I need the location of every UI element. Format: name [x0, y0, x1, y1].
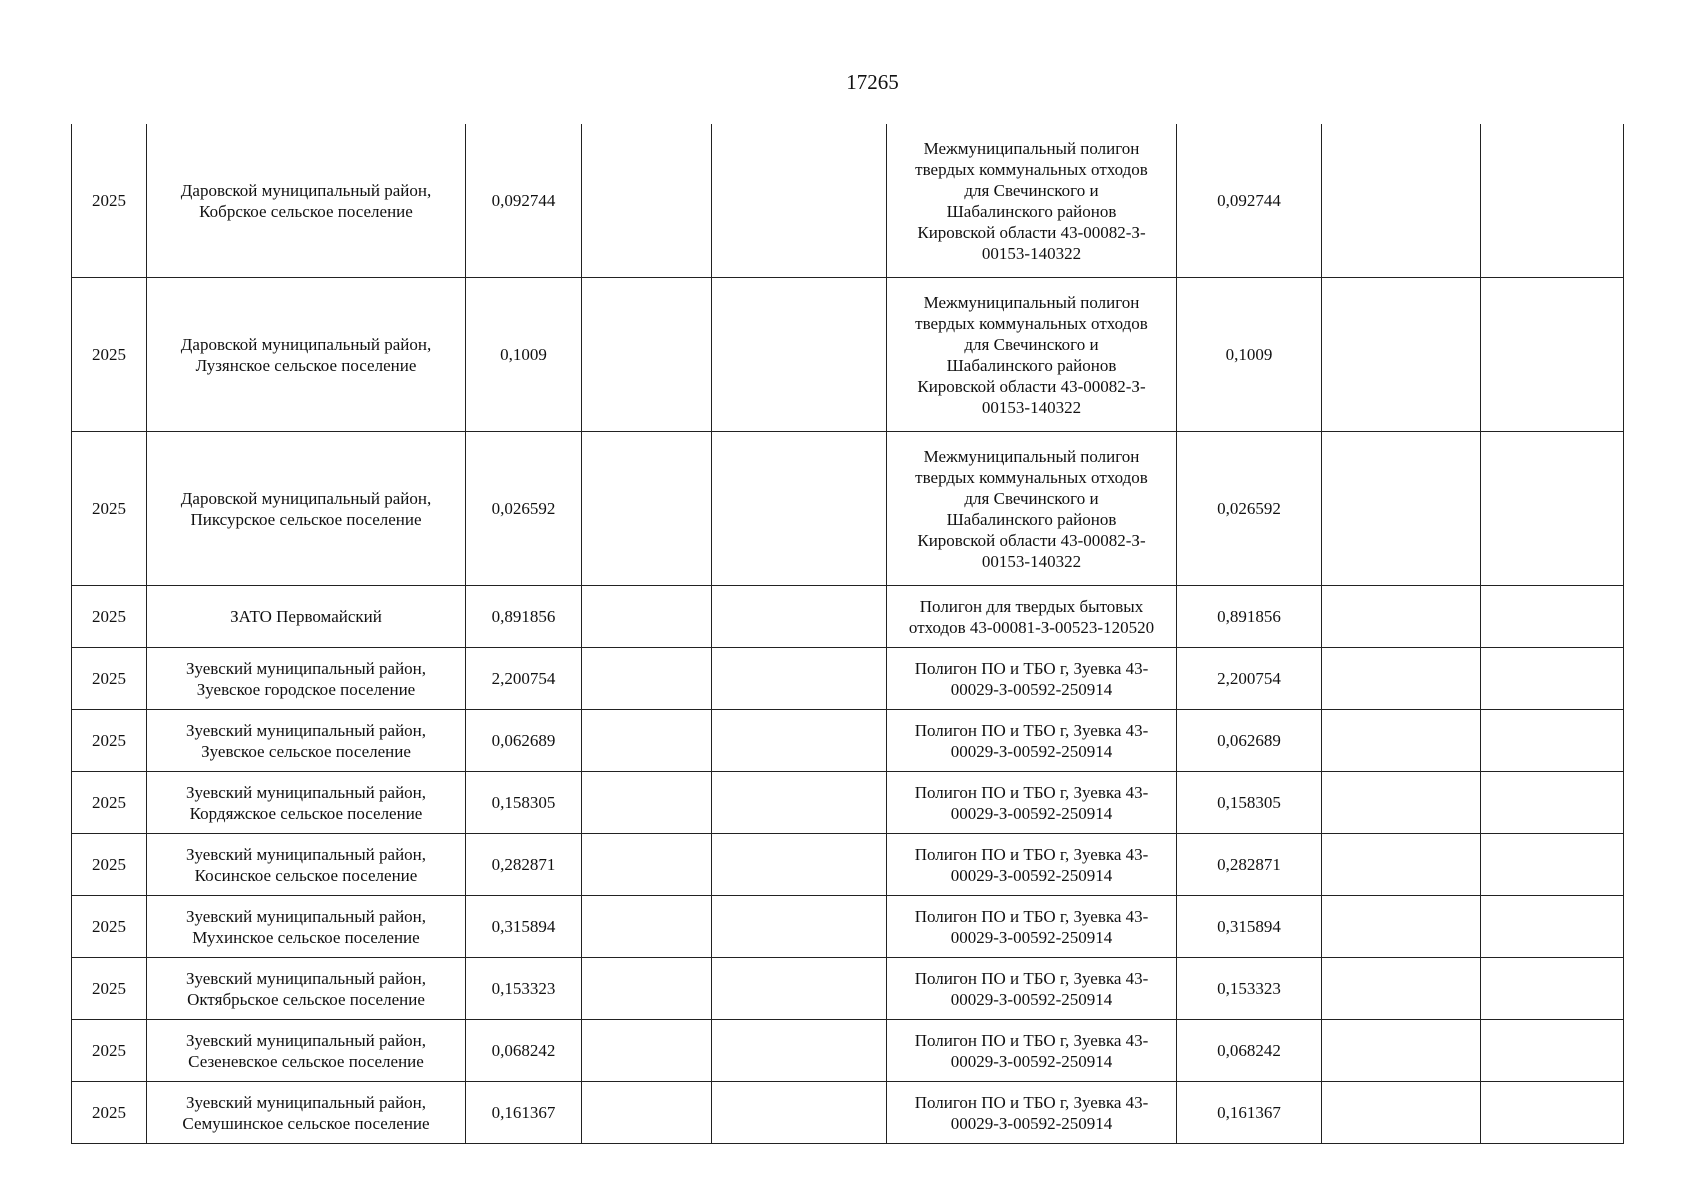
empty-cell: [1322, 958, 1481, 1020]
facility-amount-cell: 0,282871: [1177, 834, 1322, 896]
facility-amount-cell: 0,153323: [1177, 958, 1322, 1020]
territory-cell: Даровской муниципальный район, Кобрское сельское поселение: [147, 124, 466, 278]
empty-cell: [582, 834, 712, 896]
amount-cell: 0,026592: [466, 432, 582, 586]
year-cell: 2025: [72, 648, 147, 710]
table-row: [72, 278, 1624, 432]
table-row: [72, 586, 1624, 648]
year-cell: 2025: [72, 896, 147, 958]
empty-cell: [582, 958, 712, 1020]
facility-amount-cell: 0,068242: [1177, 1020, 1322, 1082]
year-cell: 2025: [72, 958, 147, 1020]
empty-cell: [712, 432, 887, 586]
empty-cell: [1322, 710, 1481, 772]
table-row: [72, 432, 1624, 586]
facility-cell: Полигон ПО и ТБО г, Зуевка 43- 00029-З-00592-250914: [887, 772, 1177, 834]
year-cell: 2025: [72, 432, 147, 586]
empty-cell: [1481, 586, 1624, 648]
empty-cell: [582, 772, 712, 834]
empty-cell: [582, 586, 712, 648]
empty-cell: [1481, 1020, 1624, 1082]
empty-cell: [1322, 896, 1481, 958]
territory-cell: Даровской муниципальный район, Лузянское сельское поселение: [147, 278, 466, 432]
amount-cell: 0,068242: [466, 1020, 582, 1082]
territory-cell: ЗАТО Первомайский: [147, 586, 466, 648]
empty-cell: [712, 772, 887, 834]
year-cell: 2025: [72, 1082, 147, 1144]
year-cell: 2025: [72, 586, 147, 648]
facility-amount-cell: 0,315894: [1177, 896, 1322, 958]
territory-cell: Зуевский муниципальный район, Косинское сельское поселение: [147, 834, 466, 896]
empty-cell: [712, 1082, 887, 1144]
year-cell: 2025: [72, 710, 147, 772]
empty-cell: [582, 278, 712, 432]
empty-cell: [1322, 772, 1481, 834]
table-row: [72, 710, 1624, 772]
empty-cell: [712, 648, 887, 710]
territory-cell: Зуевский муниципальный район, Мухинское сельское поселение: [147, 896, 466, 958]
facility-amount-cell: 2,200754: [1177, 648, 1322, 710]
facility-cell: Полигон ПО и ТБО г, Зуевка 43- 00029-З-00592-250914: [887, 1082, 1177, 1144]
empty-cell: [1481, 710, 1624, 772]
empty-cell: [1481, 1082, 1624, 1144]
year-cell: 2025: [72, 1020, 147, 1082]
facility-amount-cell: 0,891856: [1177, 586, 1322, 648]
territory-cell: Зуевский муниципальный район, Октябрьское сельское поселение: [147, 958, 466, 1020]
table-row: [72, 958, 1624, 1020]
page-number: 17265: [846, 70, 899, 94]
amount-cell: 0,092744: [466, 124, 582, 278]
waste-volume-table: [71, 124, 1624, 1144]
year-cell: 2025: [72, 278, 147, 432]
table-row: [72, 124, 1624, 278]
empty-cell: [582, 432, 712, 586]
amount-cell: 0,891856: [466, 586, 582, 648]
facility-cell: Полигон ПО и ТБО г, Зуевка 43- 00029-З-00592-250914: [887, 834, 1177, 896]
year-cell: 2025: [72, 124, 147, 278]
empty-cell: [1481, 896, 1624, 958]
facility-amount-cell: 0,062689: [1177, 710, 1322, 772]
year-cell: 2025: [72, 834, 147, 896]
facility-cell: Межмуниципальный полигон твердых коммунальных отходов для Свечинского и Шабалинского районов Кировской области 43-00082-З- 00153-140322: [887, 278, 1177, 432]
facility-amount-cell: 0,1009: [1177, 278, 1322, 432]
facility-cell: Полигон ПО и ТБО г, Зуевка 43- 00029-З-00592-250914: [887, 958, 1177, 1020]
empty-cell: [582, 124, 712, 278]
empty-cell: [712, 834, 887, 896]
amount-cell: 2,200754: [466, 648, 582, 710]
empty-cell: [1481, 278, 1624, 432]
empty-cell: [1481, 772, 1624, 834]
empty-cell: [712, 710, 887, 772]
empty-cell: [1481, 834, 1624, 896]
facility-cell: Полигон для твердых бытовых отходов 43-00081-З-00523-120520: [887, 586, 1177, 648]
table-row: [72, 772, 1624, 834]
empty-cell: [1322, 124, 1481, 278]
amount-cell: 0,1009: [466, 278, 582, 432]
amount-cell: 0,062689: [466, 710, 582, 772]
empty-cell: [1322, 648, 1481, 710]
facility-cell: Полигон ПО и ТБО г, Зуевка 43- 00029-З-00592-250914: [887, 896, 1177, 958]
empty-cell: [1322, 586, 1481, 648]
empty-cell: [712, 1020, 887, 1082]
empty-cell: [1481, 124, 1624, 278]
empty-cell: [1481, 648, 1624, 710]
empty-cell: [1322, 1082, 1481, 1144]
empty-cell: [712, 278, 887, 432]
empty-cell: [1322, 834, 1481, 896]
amount-cell: 0,153323: [466, 958, 582, 1020]
amount-cell: 0,282871: [466, 834, 582, 896]
amount-cell: 0,158305: [466, 772, 582, 834]
amount-cell: 0,161367: [466, 1082, 582, 1144]
territory-cell: Даровской муниципальный район, Пиксурское сельское поселение: [147, 432, 466, 586]
empty-cell: [1481, 958, 1624, 1020]
facility-cell: Межмуниципальный полигон твердых коммунальных отходов для Свечинского и Шабалинского районов Кировской области 43-00082-З- 00153-140322: [887, 432, 1177, 586]
facility-amount-cell: 0,161367: [1177, 1082, 1322, 1144]
amount-cell: 0,315894: [466, 896, 582, 958]
facility-cell: Полигон ПО и ТБО г, Зуевка 43- 00029-З-00592-250914: [887, 710, 1177, 772]
territory-cell: Зуевский муниципальный район, Семушинское сельское поселение: [147, 1082, 466, 1144]
empty-cell: [1322, 278, 1481, 432]
empty-cell: [582, 1020, 712, 1082]
territory-cell: Зуевский муниципальный район, Зуевское сельское поселение: [147, 710, 466, 772]
empty-cell: [582, 896, 712, 958]
empty-cell: [582, 1082, 712, 1144]
facility-amount-cell: 0,026592: [1177, 432, 1322, 586]
empty-cell: [1322, 1020, 1481, 1082]
table-body: [72, 124, 1624, 1144]
facility-cell: Межмуниципальный полигон твердых коммунальных отходов для Свечинского и Шабалинского районов Кировской области 43-00082-З- 00153-140322: [887, 124, 1177, 278]
empty-cell: [712, 958, 887, 1020]
empty-cell: [1481, 432, 1624, 586]
empty-cell: [712, 896, 887, 958]
empty-cell: [582, 648, 712, 710]
empty-cell: [1322, 432, 1481, 586]
facility-amount-cell: 0,092744: [1177, 124, 1322, 278]
table-row: [72, 896, 1624, 958]
table-row: [72, 1020, 1624, 1082]
table-row: [72, 834, 1624, 896]
empty-cell: [712, 586, 887, 648]
territory-cell: Зуевский муниципальный район, Сезеневское сельское поселение: [147, 1020, 466, 1082]
territory-cell: Зуевский муниципальный район, Зуевское городское поселение: [147, 648, 466, 710]
table-row: [72, 1082, 1624, 1144]
empty-cell: [712, 124, 887, 278]
table-row: [72, 648, 1624, 710]
facility-amount-cell: 0,158305: [1177, 772, 1322, 834]
facility-cell: Полигон ПО и ТБО г, Зуевка 43- 00029-З-00592-250914: [887, 648, 1177, 710]
facility-cell: Полигон ПО и ТБО г, Зуевка 43- 00029-З-00592-250914: [887, 1020, 1177, 1082]
territory-cell: Зуевский муниципальный район, Кордяжское сельское поселение: [147, 772, 466, 834]
empty-cell: [582, 710, 712, 772]
year-cell: 2025: [72, 772, 147, 834]
